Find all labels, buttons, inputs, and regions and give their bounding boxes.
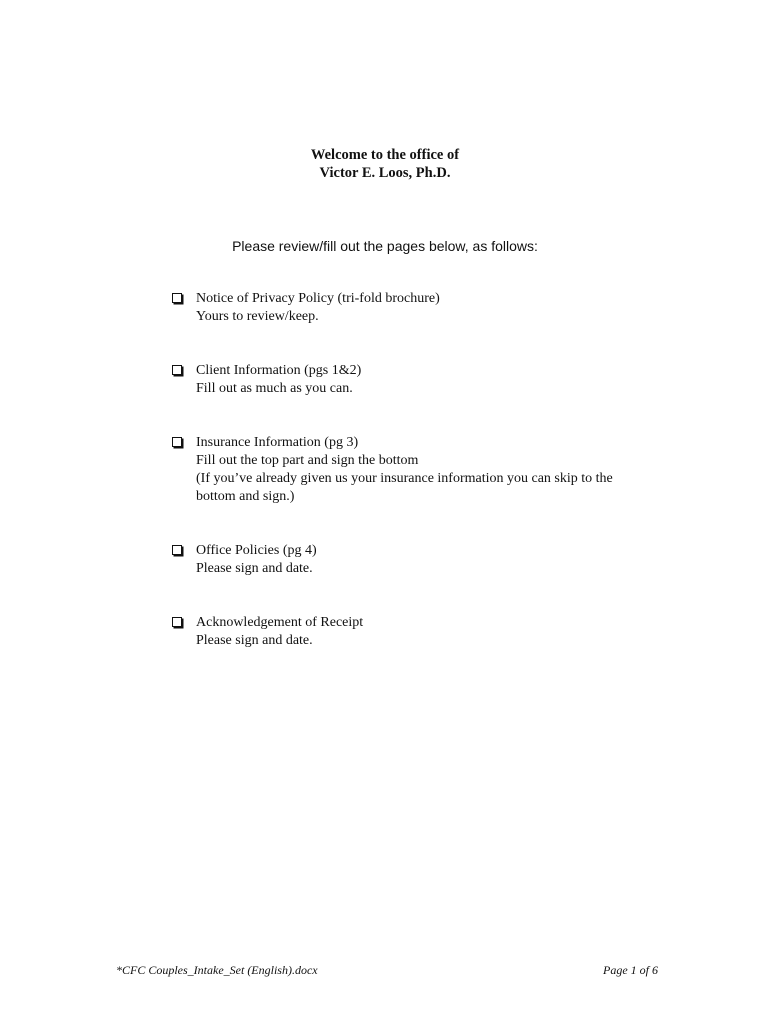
checklist-item-title: Office Policies (pg 4): [196, 543, 317, 558]
checklist-item-note: Fill out as much as you can.: [196, 381, 353, 396]
checklist-item-note: (If you’ve already given us your insurance information you can skip to the: [196, 471, 613, 486]
checklist-item-note: Yours to review/keep.: [196, 309, 319, 324]
checkbox-icon[interactable]: [172, 365, 182, 375]
checkbox-icon[interactable]: [172, 545, 182, 555]
checklist-item-title: Client Information (pgs 1&2): [196, 363, 362, 378]
checkbox-icon[interactable]: [172, 617, 182, 627]
title-line-2: Victor E. Loos, Ph.D.: [319, 165, 451, 181]
checklist-item-note: Please sign and date.: [196, 561, 313, 576]
checkbox-icon[interactable]: [172, 437, 182, 447]
checklist-item-note: Fill out the top part and sign the bottom: [196, 453, 419, 468]
instructions-text: Please review/fill out the pages below, as follows:: [232, 238, 538, 254]
footer-page-number: Page 1 of 6: [603, 963, 658, 977]
page-title: [0, 146, 770, 182]
checklist-item-title: Acknowledgement of Receipt: [196, 615, 364, 630]
checklist-item-note: bottom and sign.): [196, 489, 295, 504]
footer-filename: *CFC Couples_Intake_Set (English).docx: [116, 963, 318, 977]
checkbox-icon[interactable]: [172, 293, 182, 303]
checklist-item-note: Please sign and date.: [196, 633, 313, 648]
checklist-item-title: Insurance Information (pg 3): [196, 435, 359, 450]
title-line-1: Welcome to the office of: [310, 147, 460, 163]
checklist-item-title: Notice of Privacy Policy (tri-fold brochure): [196, 291, 440, 306]
